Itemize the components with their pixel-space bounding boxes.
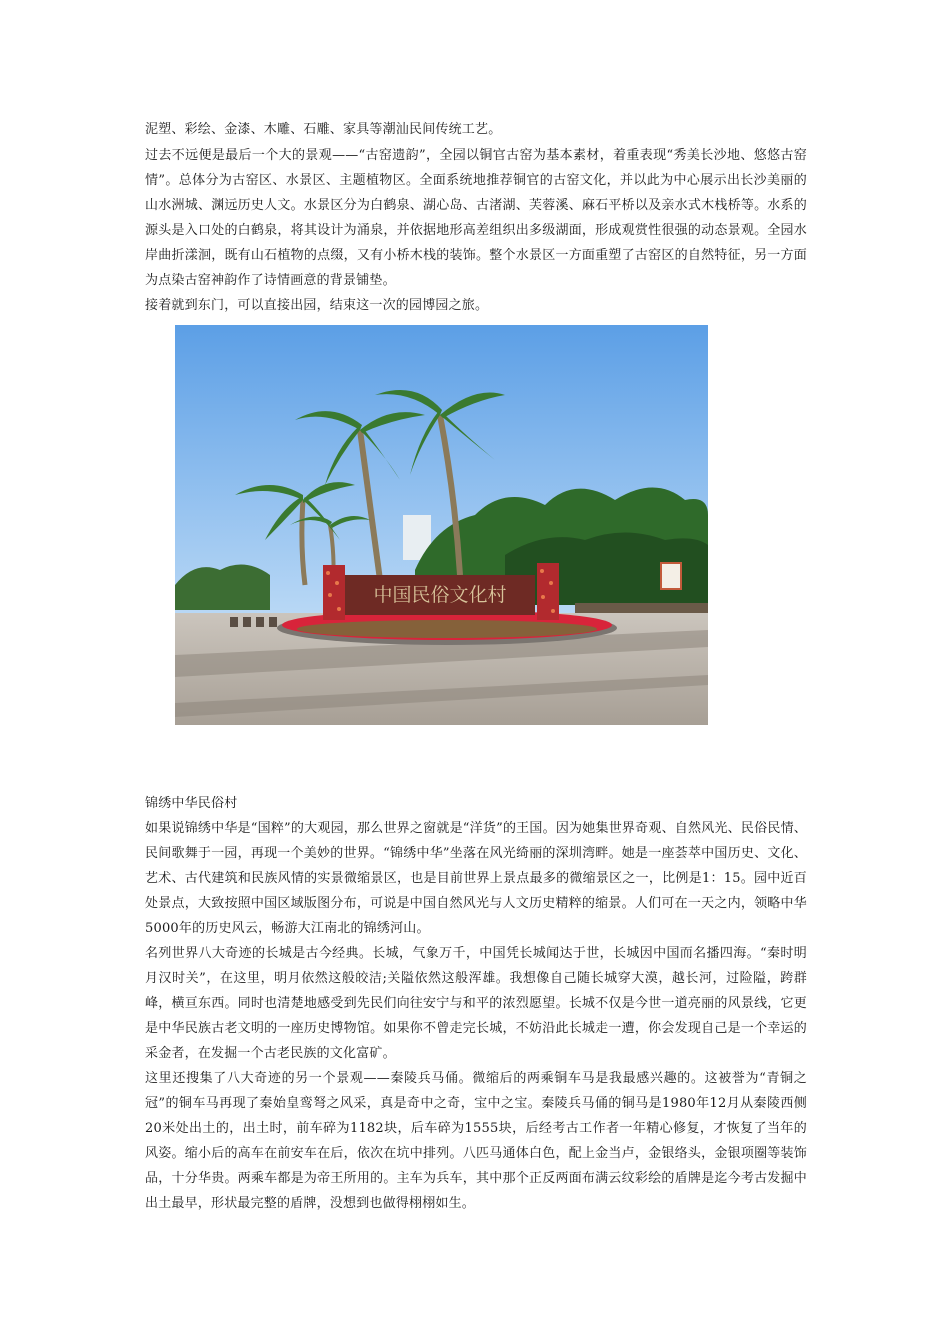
- signboard-right: [661, 563, 681, 589]
- section-paragraph-2: 名列世界八大奇迹的长城是古今经典。长城，气象万千，中国凭长城闻达于世，长城因中国而名播四海。“秦时明月汉时关”，在这里，明月依然这般皎洁;关隘依然这般浑雄。我想像自己随长城穿大漠，越长河，过险隘，跨群峰，横亘东西。同时也清楚地感受到先民们向往安宁与和平的浓烈愿望。长城不仅是今世一道亮丽的风景线，它更是中华民族古老文明的一座历史博物馆。如果你不曾走完长城，不妨沿此长城走一遭，你会发现自己是一个幸运的采金者，在发掘一个古老民族的文化富矿。: [145, 946, 807, 1061]
- intro-paragraph-1: 泥塑、彩绘、金漆、木雕、石雕、家具等潮汕民间传统工艺。: [145, 122, 502, 137]
- intro-paragraph-3: 接着就到东门，可以直接出园，结束这一次的园博园之旅。: [145, 298, 489, 313]
- section-paragraph-1: 如果说锦绣中华是“国粹”的大观园，那么世界之窗就是“洋货”的王国。因为她集世界奇观、自然风光、民俗民情、民间歌舞于一园，再现一个美妙的世界。“锦绣中华”坐落在风光绮丽的深圳湾畔。她是一座荟萃中国历史、文化、艺术、古代建筑和民族风情的实景微缩景区，也是目前世界上景点最多的微缩景区之一，比例是1：15。园中近百处景点，大致按照中国区域版图分布，可说是中国自然风光与人文历史精粹的缩景。人们可在一天之内，领略中华5000年的历史风云，畅游大江南北的锦绣河山。: [145, 821, 807, 936]
- intro-paragraph-2: 过去不远便是最后一个大的景观——“古窑遗韵”，全园以铜官古窑为基本素材，着重表现“秀美长沙地、悠悠古窑情”。总体分为古窑区、水景区、主题植物区。全面系统地推荐铜官的古窑文化，并以此为中心展示出长沙美丽的山水洲城、渊远历史人文。水景区分为白鹤泉、湖心岛、古渚湖、芙蓉溪、麻石平桥以及亲水式木栈桥等。水系的源头是入口处的白鹤泉，将其设计为涌泉，并依据地形高差组织出多级湖面，形成观赏性很强的动态景观。全园水岸曲折漾洄，既有山石植物的点缀，又有小桥木栈的装饰。整个水景区一方面重塑了古窑区的自然特征，另一方面为点染古窑神韵作了诗情画意的背景铺垫。: [145, 148, 807, 288]
- flower-bed-green: [297, 620, 597, 638]
- photo-illustration: [175, 325, 708, 725]
- section-paragraph-3: 这里还搜集了八大奇迹的另一个景观——秦陵兵马俑。微缩后的两乘铜车马是我最感兴趣的。这被誉为“青铜之冠”的铜车马再现了秦始皇鸾弩之风采，真是奇中之奇，宝中之宝。秦陵兵马俑的铜马是1980年12月从秦陵西侧20米处出土的，出土时，前车碎为1182块，后车碎为1555块，后经考古工作者一年精心修复，才恢复了当年的风姿。缩小后的高车在前安车在后，依次在坑中排列。八匹马通体白色，配上金当卢，金银络头，金银项圈等装饰品，十分华贵。两乘车都是为帝王所用的。主车为兵车，其中那个正反两面布满云纹彩绘的盾牌是迄今考古发掘中出土最早，形状最完整的盾牌，没想到也做得栩栩如生。: [145, 1071, 807, 1211]
- entrance-sign-text: 中国民俗文化村: [373, 584, 507, 606]
- railing-right: [575, 603, 708, 613]
- section-title: 锦绣中华民俗村: [145, 796, 238, 811]
- folk-village-entrance-photo: [175, 325, 708, 725]
